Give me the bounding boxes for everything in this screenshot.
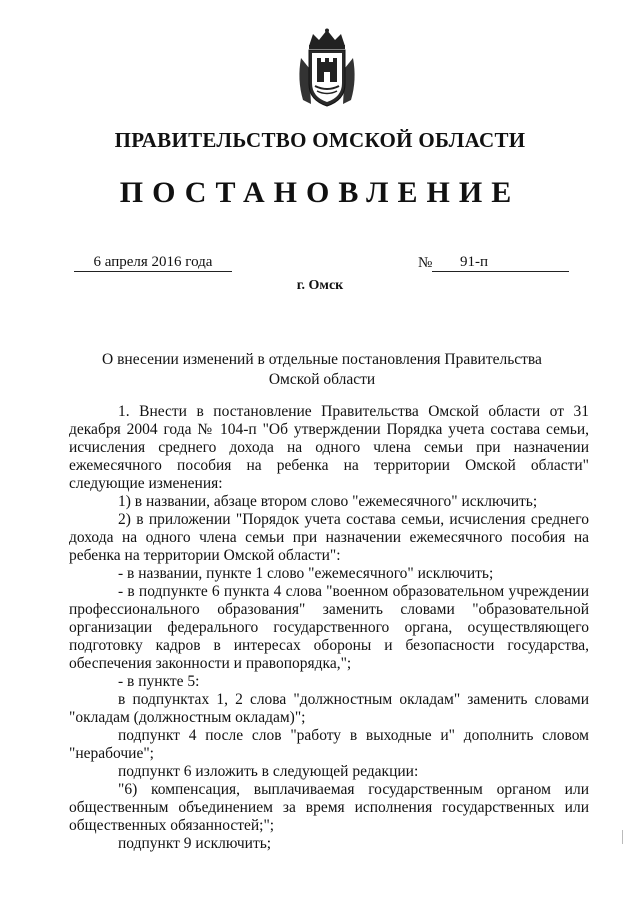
document-date <box>74 253 232 272</box>
coat-of-arms-icon <box>295 28 359 110</box>
subject-line-2: Омской области <box>268 371 376 388</box>
paragraph-9: подпункт 6 изложить в следующей редакции: <box>118 763 419 780</box>
subject-line-1: О внесении изменений в отдельные постановления Правительства <box>102 351 542 368</box>
paragraph-5: - в подпункте 6 пункта 4 слова "военном образовательном учреждении профессионального образования" заменить словами "образовательной организации федерального государственного органа, осуществляющего подготовку кадров в интересах обороны и безопасности государства, обеспечения законности и правопорядка,"; <box>69 583 589 672</box>
paragraph-10: "6) компенсация, выплачиваемая государственным органом или общественным объединением за время исполнения государственных или общественных обязанностей;"; <box>69 781 589 834</box>
paragraph-8: подпункт 4 после слов "работу в выходные и" дополнить словом "нерабочие"; <box>69 727 589 762</box>
city-label: г. Омск <box>296 278 344 293</box>
paragraph-11: подпункт 9 исключить; <box>118 835 272 852</box>
paragraph-7: в подпунктах 1, 2 слова "должностным окладам" заменить словами "окладам (должностным окладам)"; <box>69 691 589 726</box>
document-subject <box>96 350 548 390</box>
paragraph-6: - в пункте 5: <box>118 673 200 690</box>
organization-title: ПРАВИТЕЛЬСТВО ОМСКОЙ ОБЛАСТИ <box>114 128 526 152</box>
scan-margin-mark <box>622 830 623 844</box>
document-body <box>69 403 589 853</box>
paragraph-2: 1) в названии, абзаце втором слово "ежемесячного" исключить; <box>118 493 538 510</box>
document-number <box>432 253 569 272</box>
paragraph-4: - в названии, пункте 1 слово "ежемесячного" исключить; <box>118 565 494 582</box>
document-number-text: 91-п <box>460 254 489 270</box>
document-type-title: ПОСТАНОВЛЕНИЕ <box>119 176 521 209</box>
document-date-text: 6 апреля 2016 года <box>93 254 213 270</box>
paragraph-3: 2) в приложении "Порядок учета состава семьи, исчисления среднего дохода на одного члена семьи при назначении ежемесячного пособия на ребенка на территории Омской области": <box>69 511 589 564</box>
paragraph-1: 1. Внести в постановление Правительства Омской области от 31 декабря 2004 года № 104-п "Об утверждении Порядка учета состава семьи, исчисления среднего дохода на одного члена семьи при назначении ежемесячного пособия на ребенка на территории Омской области" следующие изменения: <box>69 403 589 492</box>
number-sign: № <box>418 255 433 271</box>
